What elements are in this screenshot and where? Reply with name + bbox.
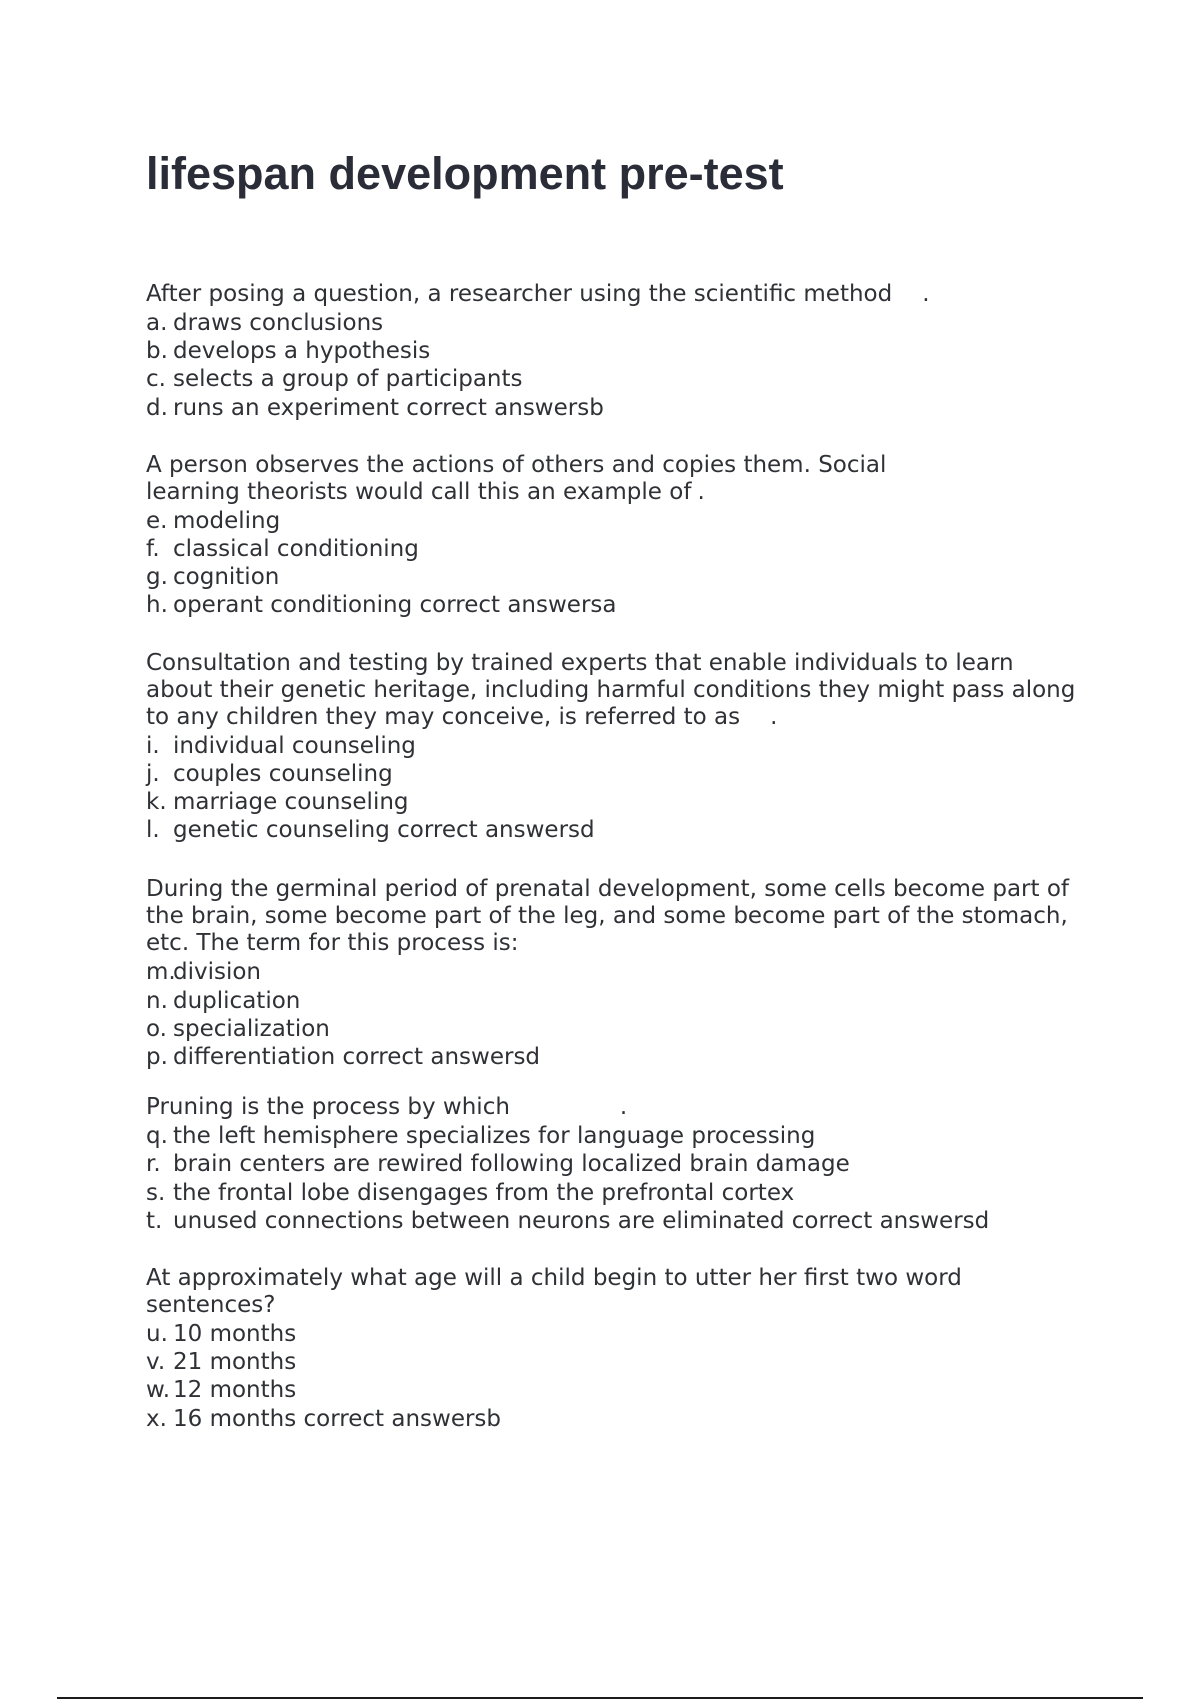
answer-option	[146, 591, 1076, 619]
option-text: 21 months	[173, 1349, 297, 1376]
question-stem	[146, 452, 946, 506]
option-letter: e.	[146, 507, 168, 534]
question-stem	[146, 1265, 1026, 1319]
option-letter: n.	[146, 987, 168, 1014]
question-stem-text: During the germinal period of prenatal development, some cells become part of the brain, some become part of the leg, and some become part of the stomach, etc. The term for this process is:	[146, 876, 1070, 957]
question-stem-text: After posing a question, a researcher using the scientific method	[146, 281, 893, 307]
answer-option	[146, 1122, 1076, 1150]
option-text: selects a group of participants	[173, 366, 523, 393]
answer-option	[146, 1348, 1076, 1376]
question-stem-text: At approximately what age will a child begin to utter her first two word sentences?	[146, 1265, 962, 1319]
option-letter: p.	[146, 1044, 168, 1071]
question-3	[146, 650, 1076, 845]
answer-option	[146, 535, 1076, 563]
question-4	[146, 876, 1076, 1071]
answer-option	[146, 816, 1076, 844]
question-list	[146, 281, 1076, 1463]
option-letter: f.	[146, 536, 160, 563]
question-stem	[146, 1094, 1076, 1121]
option-letter: i.	[146, 732, 160, 759]
option-letter: w.	[146, 1377, 171, 1404]
option-letter: h.	[146, 592, 168, 619]
option-text: marriage counseling	[173, 789, 409, 816]
option-letter: j.	[146, 760, 160, 787]
option-text: brain centers are rewired following localized brain damage	[173, 1151, 850, 1178]
question-5	[146, 1094, 1076, 1235]
answer-option	[146, 365, 1076, 393]
question-stem-text: Consultation and testing by trained experts that enable individuals to learn about their genetic heritage, including harmful conditions they might pass along to any children they may conceive, is referred to as	[146, 649, 1076, 730]
answer-options	[146, 1122, 1076, 1235]
option-text: specialization	[173, 1015, 330, 1042]
option-text: unused connections between neurons are eliminated correct answersd	[173, 1207, 990, 1234]
option-text: individual counseling	[173, 732, 416, 759]
option-letter: d.	[146, 394, 168, 421]
question-stem-end: .	[697, 478, 705, 505]
answer-option	[146, 309, 1076, 337]
answer-option	[146, 1405, 1076, 1433]
option-text: genetic counseling correct answersd	[173, 817, 595, 844]
answer-option	[146, 1320, 1076, 1348]
question-stem	[146, 281, 1076, 308]
answer-options	[146, 732, 1076, 845]
option-letter: u.	[146, 1321, 168, 1348]
answer-option	[146, 788, 1076, 816]
question-stem	[146, 876, 1071, 957]
question-stem	[146, 650, 1076, 731]
option-letter: o.	[146, 1015, 167, 1042]
option-letter: c.	[146, 366, 166, 393]
option-text: classical conditioning	[173, 536, 419, 563]
answer-option	[146, 760, 1076, 788]
question-stem-end: .	[922, 281, 930, 307]
option-letter: k.	[146, 789, 167, 816]
answer-option	[146, 958, 1076, 986]
option-letter: q.	[146, 1123, 168, 1150]
option-letter: a.	[146, 310, 168, 336]
question-1	[146, 281, 1076, 422]
question-stem-end: .	[619, 1094, 628, 1121]
question-2	[146, 452, 1076, 620]
answer-option	[146, 337, 1076, 365]
question-stem-text: A person observes the actions of others and copies them. Social learning theorists would call this an example of	[146, 451, 887, 505]
answer-option	[146, 1150, 1076, 1178]
option-text: couples counseling	[173, 760, 393, 787]
question-stem-text: Pruning is the process by which	[146, 1094, 510, 1121]
option-text: operant conditioning correct answersa	[173, 592, 617, 619]
option-text: draws conclusions	[173, 310, 384, 336]
option-text: cognition	[173, 564, 280, 591]
option-text: runs an experiment correct answersb	[173, 394, 604, 421]
answer-option	[146, 1043, 1076, 1071]
option-letter: s.	[146, 1179, 166, 1206]
question-6	[146, 1265, 1076, 1433]
option-letter: v.	[146, 1349, 166, 1376]
answer-option	[146, 563, 1076, 591]
answer-options	[146, 1320, 1076, 1433]
option-letter: l.	[146, 817, 160, 844]
answer-option	[146, 987, 1076, 1015]
answer-option	[146, 732, 1076, 760]
answer-option	[146, 394, 1076, 422]
option-text: 12 months	[173, 1377, 297, 1404]
option-text: the frontal lobe disengages from the prefrontal cortex	[173, 1179, 795, 1206]
page-bottom-rule	[57, 1697, 1143, 1699]
option-letter: m.	[146, 959, 176, 986]
answer-options	[146, 309, 1076, 422]
option-letter: x.	[146, 1405, 167, 1432]
answer-options	[146, 958, 1076, 1071]
option-letter: t.	[146, 1207, 163, 1234]
answer-option	[146, 1015, 1076, 1043]
option-letter: g.	[146, 564, 168, 591]
option-text: 10 months	[173, 1321, 297, 1348]
page-title: lifespan development pre-test	[146, 148, 784, 199]
option-text: duplication	[173, 987, 301, 1014]
answer-option	[146, 1376, 1076, 1404]
option-text: the left hemisphere specializes for language processing	[173, 1123, 816, 1150]
question-stem-end: .	[770, 703, 778, 730]
answer-option	[146, 507, 1076, 535]
option-letter: r.	[146, 1151, 161, 1178]
answer-option	[146, 1179, 1076, 1207]
answer-option	[146, 1207, 1076, 1235]
option-text: differentiation correct answersd	[173, 1044, 541, 1071]
option-text: 16 months correct answersb	[173, 1405, 502, 1432]
answer-options	[146, 507, 1076, 620]
option-text: division	[173, 959, 262, 986]
option-letter: b.	[146, 338, 168, 365]
option-text: modeling	[173, 507, 281, 534]
option-text: develops a hypothesis	[173, 338, 431, 365]
